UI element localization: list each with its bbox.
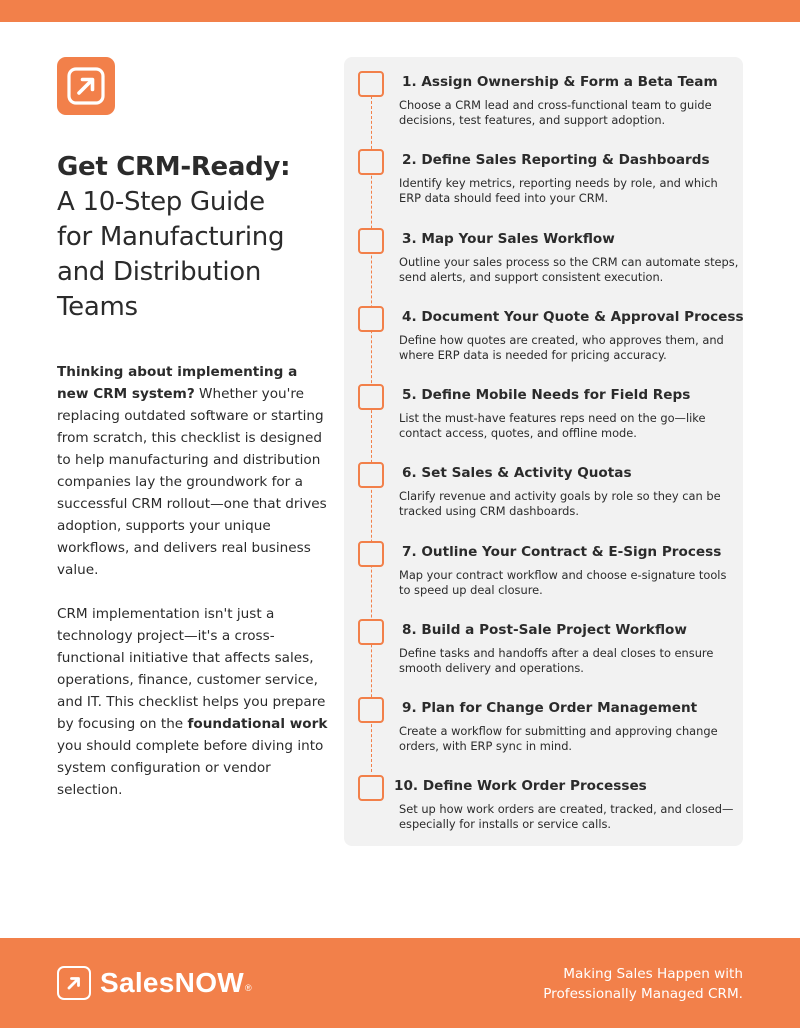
step-checkbox[interactable] (358, 228, 384, 254)
intro-lead-bold: Thinking about implementing a new CRM system? (57, 364, 298, 402)
step-title: 3. Map Your Sales Workflow (402, 231, 615, 247)
step-checkbox[interactable] (358, 462, 384, 488)
intro-lead-rest: Whether you're replacing outdated software or starting from scratch, this checklist is designed to help manufacturing and distribution companies lay the groundwork for a successful CRM rollout—one that drives adoption, supports your unique workflows, and delivers real business value. (57, 386, 327, 578)
intro-paragraph-1 (57, 361, 332, 581)
title-line: and Distribution (57, 257, 262, 287)
step-checkbox[interactable] (358, 775, 384, 801)
footer-tagline (483, 964, 743, 1004)
intro-p2-start: CRM implementation isn't just a technology project—it's a cross-functional initiative that affects sales, operations, finance, customer service, and IT. This checklist helps you prepare by focusing on the (57, 606, 326, 732)
step-description: Define tasks and handoffs after a deal closes to ensure smooth delivery and operations. (399, 646, 714, 675)
tagline-line: Making Sales Happen with (563, 966, 743, 982)
intro-paragraph-2 (57, 603, 332, 801)
intro-p2-end: you should complete before diving into system configuration or vendor selection. (57, 738, 324, 798)
title-line: for Manufacturing (57, 222, 285, 252)
step-checkbox[interactable] (358, 306, 384, 332)
step-description: Outline your sales process so the CRM can automate steps, send alerts, and support consistent execution. (399, 255, 739, 284)
step-title: 1. Assign Ownership & Form a Beta Team (402, 74, 718, 90)
step-title: 9. Plan for Change Order Management (402, 700, 698, 716)
step-description: Set up how work orders are created, tracked, and closed—especially for installs or service calls. (399, 802, 734, 831)
timeline-dashed-line (371, 96, 372, 772)
step-description: Choose a CRM lead and cross-functional team to guide decisions, test features, and support adoption. (399, 98, 712, 127)
tagline-line: Professionally Managed CRM. (543, 986, 743, 1002)
step-checkbox[interactable] (358, 541, 384, 567)
brand-name: SalesNOW (100, 967, 244, 998)
step-title: 2. Define Sales Reporting & Dashboards (402, 152, 710, 168)
page-title (57, 150, 337, 325)
salesnow-logo-icon (57, 57, 115, 115)
title-bold-line: Get CRM-Ready: (57, 152, 291, 182)
step-checkbox[interactable] (358, 71, 384, 97)
step-checkbox[interactable] (358, 384, 384, 410)
step-title: 7. Outline Your Contract & E-Sign Process (402, 544, 722, 560)
step-checkbox[interactable] (358, 619, 384, 645)
arrow-up-right-in-box-icon (66, 66, 106, 106)
brand-arrow-icon (57, 966, 91, 1000)
step-description: List the must-have features reps need on the go—like contact access, quotes, and offline mode. (399, 411, 706, 440)
top-accent-bar (0, 0, 800, 22)
title-line: Teams (57, 292, 138, 322)
step-description: Identify key metrics, reporting needs by role, and which ERP data should feed into your CRM. (399, 176, 718, 205)
step-title: 10. Define Work Order Processes (394, 778, 647, 794)
step-description: Clarify revenue and activity goals by role so they can be tracked using CRM dashboards. (399, 489, 721, 518)
registered-mark: ® (245, 983, 252, 993)
step-title: 4. Document Your Quote & Approval Process (402, 309, 744, 325)
intro-p2-bold: foundational work (187, 716, 328, 732)
step-description: Map your contract workflow and choose e-signature tools to speed up deal closure. (399, 568, 727, 597)
step-checkbox[interactable] (358, 149, 384, 175)
step-description: Create a workflow for submitting and approving change orders, with ERP sync in mind. (399, 724, 718, 753)
arrow-up-right-icon (63, 972, 85, 994)
step-checkbox[interactable] (358, 697, 384, 723)
step-description: Define how quotes are created, who approves them, and where ERP data is needed for pricing accuracy. (399, 333, 724, 362)
title-line: A 10-Step Guide (57, 187, 265, 217)
footer-brand-logo (57, 965, 252, 1001)
step-title: 8. Build a Post-Sale Project Workflow (402, 622, 687, 638)
intro-text (57, 361, 332, 823)
step-title: 5. Define Mobile Needs for Field Reps (402, 387, 691, 403)
step-title: 6. Set Sales & Activity Quotas (402, 465, 632, 481)
